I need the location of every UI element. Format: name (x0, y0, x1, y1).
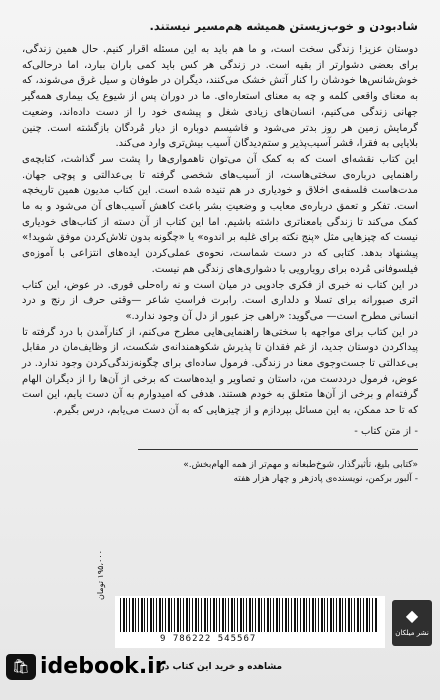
blurb-quote: «کتابی بلیغ، تأثیرگذار، شوخ‌طبعانه و مهم‌تر از همه الهام‌بخش.» (183, 459, 418, 470)
body-paragraph: دوستان عزیز! زندگی سخت است، و ما هم باید به این مسئله اقرار کنیم. حال همین زندگی، برای بعضی دشوارتر از بقیه است. در زندگی هر کس باید کمی باران ببارد، اما درحالی‌که خوش‌شانس‌ها خودشان را کنار آتش خشک می‌کنند، دیگران در طوفان و سیل غرق می‌شوند، که به معنای واقعی کلمه و چه به معنای استعاره‌ای. ما در دوران پس از شیوع یک بیماری همه‌گیر جهانی زندگی می‌کنیم، انسان‌های زیادی شغل و پیشه‌ی خود را از دست داده‌اند، وضعیت گرمایش زمین هر روز بدتر می‌شود و فاشیسم دوباره از دیار مُردگان بازگشته است. چنین بلایایی به فقرا، قشر آسیب‌پذیر و ستم‌دیدگان آسیب بیش‌تری وارد می‌کند. (22, 44, 418, 150)
watermark-caption: مشاهده و خرید این کتاب در: (156, 662, 283, 672)
body-paragraph: در این کتاب نه خبری از فکری جادویی در میان است و نه راه‌حلی فوری. در عوض، این کتاب اثری صبورانه برای تسلا و دلداری است. رابرت فراستِ شاعر —وقتی حرف از رنج و درد انسانی مطرح است— می‌گوید: «راهی جز عبور از دل آن وجود ندارد.» (22, 279, 418, 322)
body-paragraph: این کتاب نقشه‌ای است که به کمک آن می‌توان ناهمواری‌ها را پشت سر گذاشت، کتابچه‌ی راهنمایی درباره‌ی سختی‌هاست، از آسیب‌های شخصی گرفته تا بی‌عدالتی و پوچی جهان. مدت‌هاست فلسفه‌ی اخلاق و خودیاری در هم تنیده شده است. این کتاب مدیون همین تاریخچه است. تفکر و تعمق درباره‌ی معایب و وضعیتِ بشر باعث کاهش آسیب‌های آن می‌شود و به ما کمک می‌کند تا زندگی بامعناتری داشته باشیم. اما این کتاب از آن دسته از کتاب‌های خودیاری نیست که چیزهایی مثل «پنج نکته برای غلبه بر اندوه» یا «چگونه بدون تلاش‌کردن موفق شوید!» پیشنهاد بدهد. کتابی که در دست شماست، نحوه‌ی عملی‌کردن ایده‌های انتزاعی با آموزه‌ی فیلسوفانی مُرده برای رویارویی با دشواری‌های زندگی هم نیست. (22, 153, 418, 275)
watermark-brand: idebook.ir (40, 654, 166, 679)
bag-icon: 🛍 (6, 654, 36, 680)
publisher-logo (392, 600, 432, 646)
headline: شادبودن و خوب‌زیستن همیشه هم‌مسیر نیستند. (149, 19, 418, 33)
blurb-attribution: - آلبور برکمن، نویسنده‌ی پادزهر و چهار هزار هفته (233, 473, 418, 484)
price-label: ۱۹۵،۰۰۰ تومان (96, 550, 105, 600)
back-cover-text (22, 18, 418, 486)
body-paragraph: در این کتاب برای مواجهه با سختی‌ها راهنمایی‌هایی مطرح می‌کنم، از کنارآمدن با درد گرفته تا پیداکردن دوستان جدید، از غم فقدان تا پذیرش شکوهمندانه‌ی شکست، از وظایف‌مان در مقابل بی‌عدالتی تا جست‌وجوی معنا در زندگی. فرمول ساده‌ای برای چگونه‌زندگی‌کردن وجود ندارد. در عوض، فرمول درد‌دست من، داستان و تصاویر و ایده‌هاست که برخی از آن‌ها را از دیگران الهام گرفته‌ام و برخی از آن‌ها متعلق به خودم هستند. هدفی که امیدوارم به آن دست یابم، این است که تا حد ممکن، به این مسائل بپردازم و از چیزهایی که به آن دست می‌یابم، درس بگیرم. (22, 326, 418, 417)
source-note: - از متن کتاب - (354, 425, 418, 437)
divider (138, 449, 418, 450)
site-watermark[interactable] (6, 652, 306, 684)
barcode-digits: 9 786222 545567 (160, 634, 257, 644)
barcode (120, 598, 378, 632)
publisher-mark-icon: ◆ (405, 606, 419, 625)
publisher-name: نشر میلکان (395, 629, 429, 637)
